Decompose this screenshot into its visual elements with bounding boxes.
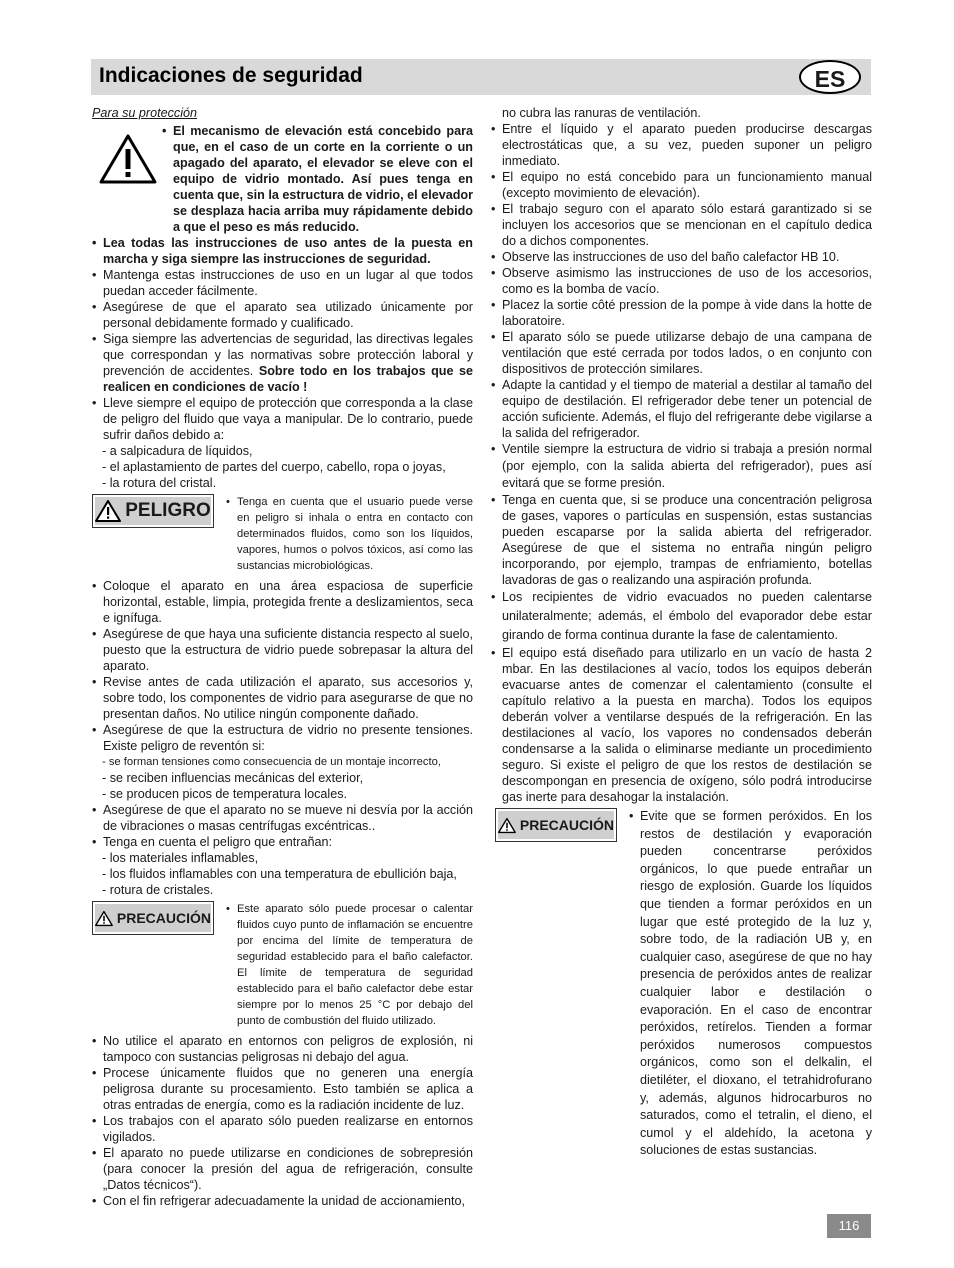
dash-item: - el aplastamiento de partes del cuerpo, cabello, ropa o joyas, [102, 460, 446, 474]
bullet-supervised: • Los trabajos con el aparato sólo pueden realizarse en entornos vigilados. [92, 1113, 473, 1145]
bullet-inspect: • Revise antes de cada utilización el aparato, sus accesorios y, sobre todo, los componentes de vidrio para asegurarse de que no presentan daños. No utilice ningún componente dañado. [92, 674, 473, 722]
left-column [92, 105, 473, 1209]
page-number: 116 [827, 1214, 871, 1238]
precaucion-notice-left [92, 901, 473, 1029]
peligro-label: PELIGRO [125, 500, 211, 521]
page-title: Indicaciones de seguridad [99, 64, 363, 87]
intro-block [92, 123, 473, 235]
bullet-gases: • Tenga en cuenta que, si se produce una concentración peligrosa de gases, vapores o partículas en suspensión, estas sustancias pueden escaparse por la salida abierta del refrigerador. Asegúrese de que el sistema no entraña ningún peligro incorporando, por ejemplo, trampas de enfriamiento, botellas lavadoras de gas o realizando una aspiración profunda. [491, 492, 872, 588]
precaucion-text: • Este aparato sólo puede procesar o calentar fluidos cuyo punto de inflamación se encuentre por encima del límite de temperatura de seguridad establecido para el baño calefactor. El límite de temperatura de seguridad establecido para el baño calefactor debe estar siempre por lo menos 25 °C por debajo del punto de combustión del fluido utilizado. [226, 901, 473, 1029]
bullet-vacuum-pump: • Observe asimismo las instrucciones de uso de los accesorios, como es la bomba de vacío. [491, 265, 872, 297]
safety-warnings-text: Siga siempre las advertencias de seguridad, las directivas legales que correspondan y las normativas sobre protección laboral y prevención de accidentes. [103, 332, 473, 378]
safety-warnings-bold: Sobre todo en los trabajos que se realicen en condiciones de vacío ! [103, 364, 473, 394]
warning-triangle-icon [95, 909, 113, 928]
dash-item: - los fluidos inflamables con una temperatura de ebullición baja, [102, 867, 457, 881]
precaucion-label-box [92, 901, 214, 935]
bullet-ventilate: • Ventile siempre la estructura de vidrio si trabaja a presión normal (por ejemplo, con la salida abierta del refrigerador), pues así evitará que se forme presión. [491, 441, 872, 492]
bullet-safety-warnings [92, 331, 473, 395]
right-column [491, 105, 872, 1164]
dash-item: - se reciben influencias mecánicas del exterior, [102, 771, 364, 785]
continued-text: no cubra las ranuras de ventilación. [502, 106, 701, 120]
dash-item: - rotura de cristales. [102, 883, 214, 897]
subheading: Para su protección [92, 106, 198, 120]
peligro-label-box [92, 494, 214, 528]
bullet-energy: • Procese únicamente fluidos que no generen una energía peligrosa durante su procesamiento. Esto también se aplica a otras entradas de energía, como es la radiación incidente de luz. [92, 1065, 473, 1113]
bullet-protective-equipment: • Lleve siempre el equipo de protección que corresponda a la clase de peligro del fluido que vaya a manipular. De lo contrario, puede sufrir daños debido a: [92, 395, 473, 443]
dash-item: - los materiales inflamables, [102, 851, 259, 865]
dash-item: - a salpicadura de líquidos, [102, 444, 253, 458]
bullet-evacuated: • Los recipientes de vidrio evacuados no pueden calentarse unilateralmente; además, el émbolo del evaporador debe estar girando de forma continua durante la fase de calentamiento. [491, 588, 872, 645]
bullet-quantity: • Adapte la cantidad y el tiempo de material a destilar al tamaño del equipo de destilación. El refrigerador debe tener un potencial de acción suficiente. Además, el flujo del refrigerante debe vigilarse a la salida del refrigerador. [491, 377, 872, 441]
warning-triangle-icon [95, 500, 121, 522]
bullet-manual: • El equipo no está concebido para un funcionamiento manual (excepto movimiento de elevación). [491, 169, 872, 201]
bullet-heating-bath: • Observe las instrucciones de uso del baño calefactor HB 10. [491, 249, 872, 265]
dash-item: - se forman tensiones como consecuencia de un montaje incorrecto, [102, 756, 441, 768]
precaucion-text: • Evite que se formen peróxidos. En los restos de destilación y evaporación pueden concentrarse peróxidos orgánicos, lo que puede entrañar un riesgo de explosión. Guarde los líquidos que tienden a formar peróxidos en un lugar que esté protegido de la luz y, sobre todo, de la radiación UB y, en cualquier caso, asegúrese de que no hay presencia de peróxidos antes de realizar cualquier labor e destilación o evaporación. En el caso de encontrar peróxidos, retírelos. Tienden a formar peróxidos numerosos compuestos orgánicos, como son el delkalin, el dietiléter, el dioxano, el tetrahidrofurano y, además, algunos hidrocarburos no saturados, como el tetralin, el dieno, el cumol y el aldehído, la acetona y soluciones de estas sustancias. [629, 808, 872, 1160]
bullet-vibrations: • Asegúrese de que el aparato no se mueve ni desvía por la acción de vibraciones o masas centrífugas excéntricas.. [92, 802, 473, 834]
bullet-electrostatic: • Entre el líquido y el aparato pueden producirse descargas electrostáticas que, a su vez, pueden suponer un peligro inmediato. [491, 121, 872, 169]
precaucion-label: PRECAUCIÓN [519, 817, 614, 833]
language-badge: ES [799, 60, 861, 94]
bullet-vacuum-design: • El equipo está diseñado para utilizarlo en un vacío de hasta 2 mbar. En las destilaciones al vacío, todos los equipos deberán evacuarse antes de comenzar el calentamiento (consulte el capítulo relativo a la puesta en marcha). Todos los equipos deberán volver a ventilarse después de la refrigeración. En las destilaciones al vacío, los vapores no condensados deberán condensarse a la salida o eliminarse mediante un procedimiento seguro. Si existe el peligro de que los restos de destilación se descompongan en presencia de oxígeno, sólo podrá introducirse gas inerte para desahogar la instalación. [491, 645, 872, 805]
precaucion-label: PRECAUCIÓN [116, 910, 211, 926]
bullet-keep-instructions: • Mantenga estas instrucciones de uso en un lugar al que todos puedan acceder fácilmente. [92, 267, 473, 299]
bullet-fume-hood: • El aparato sólo se puede utilizarse debajo de una campana de ventilación que esté cerrada por todos lados, o en conjunto con dispositivos de protección similares. [491, 329, 872, 377]
bullet-trained-personnel: • Asegúrese de que el aparato sea utilizado únicamente por personal debidamente formado y cualificado. [92, 299, 473, 331]
bullet-explosion: • No utilice el aparato en entornos con peligros de explosión, ni tampoco con sustancias peligrosas ni debajo del agua. [92, 1033, 473, 1065]
peligro-text: • Tenga en cuenta que el usuario puede verse en peligro si inhala o entra en contacto con determinados fluidos, como son los líquidos, vapores, humos o polvos tóxicos, así como las sustancias microbiológicas. [226, 494, 473, 574]
warning-triangle-icon [498, 816, 516, 835]
bullet-read-instructions: • Lea todas las instrucciones de uso antes de la puesta en marcha y siga siempre las instrucciones de seguridad. [92, 235, 473, 267]
precaucion-label-box [495, 808, 617, 842]
bullet-accessories: • El trabajo seguro con el aparato sólo estará garantizado si se incluyen los accesorios que se mencionan en el capítulo dedica do a dichos componentes. [491, 201, 872, 249]
bullet-floor-distance: • Asegúrese de que haya una suficiente distancia respecto al suelo, puesto que la estructura de vidrio puede sobrepasar la altura del aparato. [92, 626, 473, 674]
dash-item: - la rotura del cristal. [102, 476, 217, 490]
bullet-overpressure: • El aparato no puede utilizarse en condiciones de sobrepresión (para conocer la presión del agua de refrigeración, consulte „Datos técnicos“). [92, 1145, 473, 1193]
bullet-cooling: • Con el fin refrigerar adecuadamente la unidad de accionamiento, [92, 1193, 473, 1209]
bullet-pump-outlet: • Placez la sortie côté pression de la pompe à vide dans la hotte de laboratoire. [491, 297, 872, 329]
bullet-danger: • Tenga en cuenta el peligro que entrañan: [92, 834, 473, 850]
intro-warning-text: • El mecanismo de elevación está concebido para que, en el caso de un corte en la corriente o un apagado del aparato, el elevador se eleve con el equipo de vidrio montado. Así pues tenga en cuenta que, sin la estructura de vidrio, el elevador se desplaza hacia arriba muy rápidamente debido a que el peso es más reducido. [162, 123, 473, 235]
bullet-placement: • Coloque el aparato en una área espaciosa de superficie horizontal, estable, limpia, protegida frente a deslizamientos, seca e ignífuga. [92, 578, 473, 626]
precaucion-notice-right [491, 808, 872, 1160]
peligro-notice [92, 494, 473, 574]
warning-triangle-icon [98, 133, 158, 185]
bullet-glass-tension: • Asegúrese de que la estructura de vidrio no presente tensiones. Existe peligro de reventón si: [92, 722, 473, 754]
section-header [91, 59, 871, 95]
dash-item: - se producen picos de temperatura locales. [102, 787, 348, 801]
